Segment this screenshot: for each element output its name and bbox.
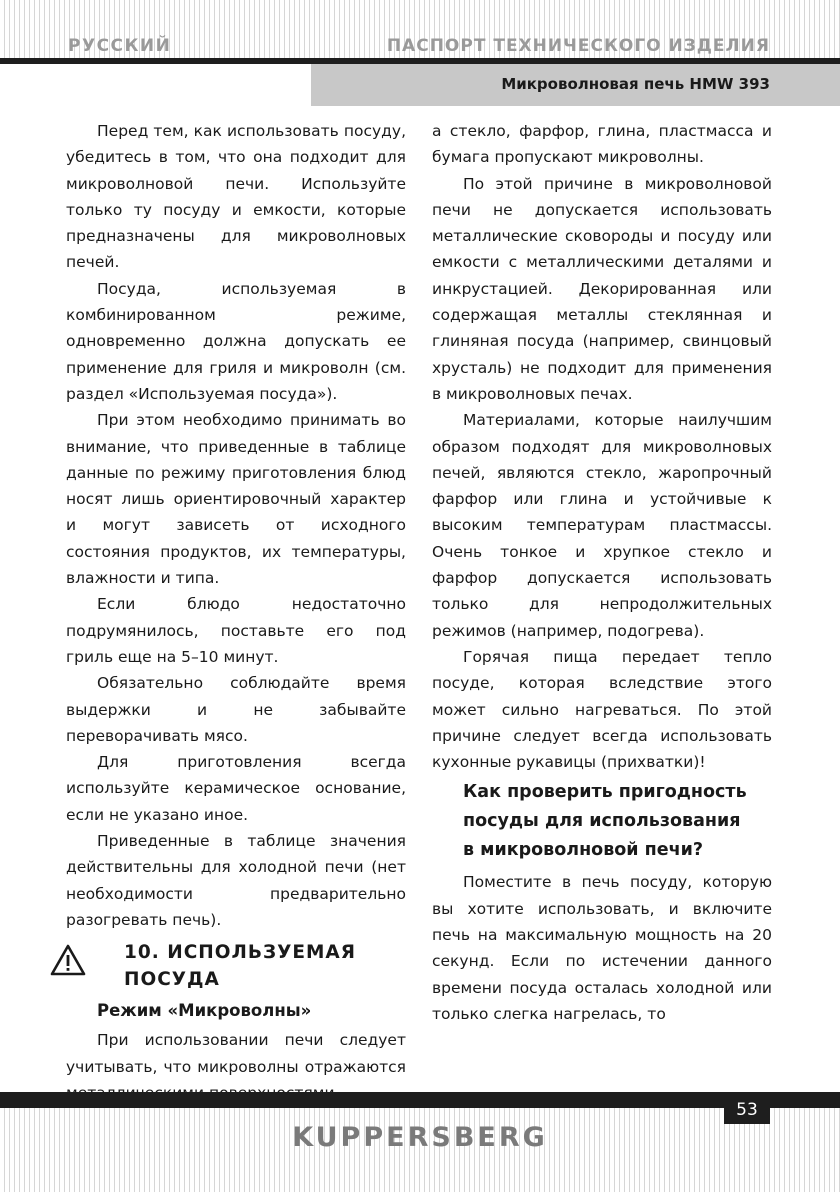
paragraph: а стекло, фарфор, глина, пластмасса и бумага пропускают микроволны.: [432, 122, 772, 167]
paragraph: При этом необходимо принимать во внимание, что приведенные в таблице данные по режиму приготовления блюд носят лишь ориентировочный характер и могут зависеть от исходного состояния продуктов, их температуры, влажности и типа.: [66, 411, 406, 588]
paragraph: Приведенные в таблице значения действительны для холодной печи (нет необходимости предварительно разогревать печь).: [66, 832, 406, 929]
paragraph: Посуда, используемая в комбинированном режиме, одновременно должна допускать ее применение для гриля и микроволн (см. раздел «Используемая посуда»).: [66, 279, 406, 403]
subheading-line3: в микроволновой печи?: [463, 840, 704, 861]
subheading-line2: посуды для использования: [463, 811, 741, 832]
section-title-line1: 10. ИСПОЛЬЗУЕМАЯ: [124, 942, 356, 964]
section-heading: [66, 939, 406, 993]
subheading-line1: Как проверить пригодность: [463, 782, 747, 803]
paragraph: Если блюдо недостаточно подрумянилось, поставьте его под гриль еще на 5–10 минут.: [66, 595, 406, 666]
left-column: [66, 118, 406, 1106]
mode-title: Режим «Микроволны»: [97, 1001, 312, 1021]
paragraph: Перед тем, как использовать посуду, убедитесь в том, что она подходит для микроволновой печи. Используйте только ту посуду и емкости, которые предназначены для микроволновых печей.: [66, 122, 406, 272]
language-label: РУССКИЙ: [68, 36, 172, 56]
document-type-label: ПАСПОРТ ТЕХНИЧЕСКОГО ИЗДЕЛИЯ: [386, 36, 770, 56]
paragraph: Материалами, которые наилучшим образом подходят для микроволновых печей, являются стекло, жаропрочный фарфор или глина и устойчивые к высоким температурам пластмассы. Очень тонкое и хрупкое стекло и фарфор допускается использовать только для непродолжительных режимов (например, подогрева).: [432, 411, 772, 640]
paragraph: Для приготовления всегда используйте керамическое основание, если не указано иное.: [66, 753, 406, 824]
model-bar: [311, 64, 840, 106]
right-column: [432, 118, 772, 1027]
subheading: [463, 778, 772, 865]
warning-triangle-icon: [50, 943, 86, 977]
paragraph: Обязательно соблюдайте время выдержки и не забывайте переворачивать мясо.: [66, 674, 406, 745]
brand-logo: KUPPERSBERG: [292, 1122, 548, 1153]
model-title: Микроволновая печь HMW 393: [501, 75, 770, 93]
paragraph: Поместите в печь посуду, которую вы хотите использовать, и включите печь на максимальную мощность на 20 секунд. Если по истечении данного времени посуда осталась холодной или только слегка нагрелась, то: [432, 873, 772, 1023]
paragraph: По этой причине в микроволновой печи не допускается использовать металлические сковороды и посуду или емкости с металлическими деталями и инкрустацией. Декорированная или содержащая металлы стеклянная и глиняная посуда (например, свинцовый хрусталь) не подходит для применения в микроволновых печах.: [432, 174, 772, 403]
paragraph: Горячая пища передает тепло посуде, которая вследствие этого может сильно нагреваться. По этой причине следует всегда использовать кухонные рукавицы (прихватки)!: [432, 647, 772, 772]
paragraph: При использовании печи следует учитывать, что микроволны отражаются: [66, 1031, 406, 1076]
page-number: 53: [724, 1096, 770, 1124]
section-title-line2: ПОСУДА: [124, 969, 220, 991]
